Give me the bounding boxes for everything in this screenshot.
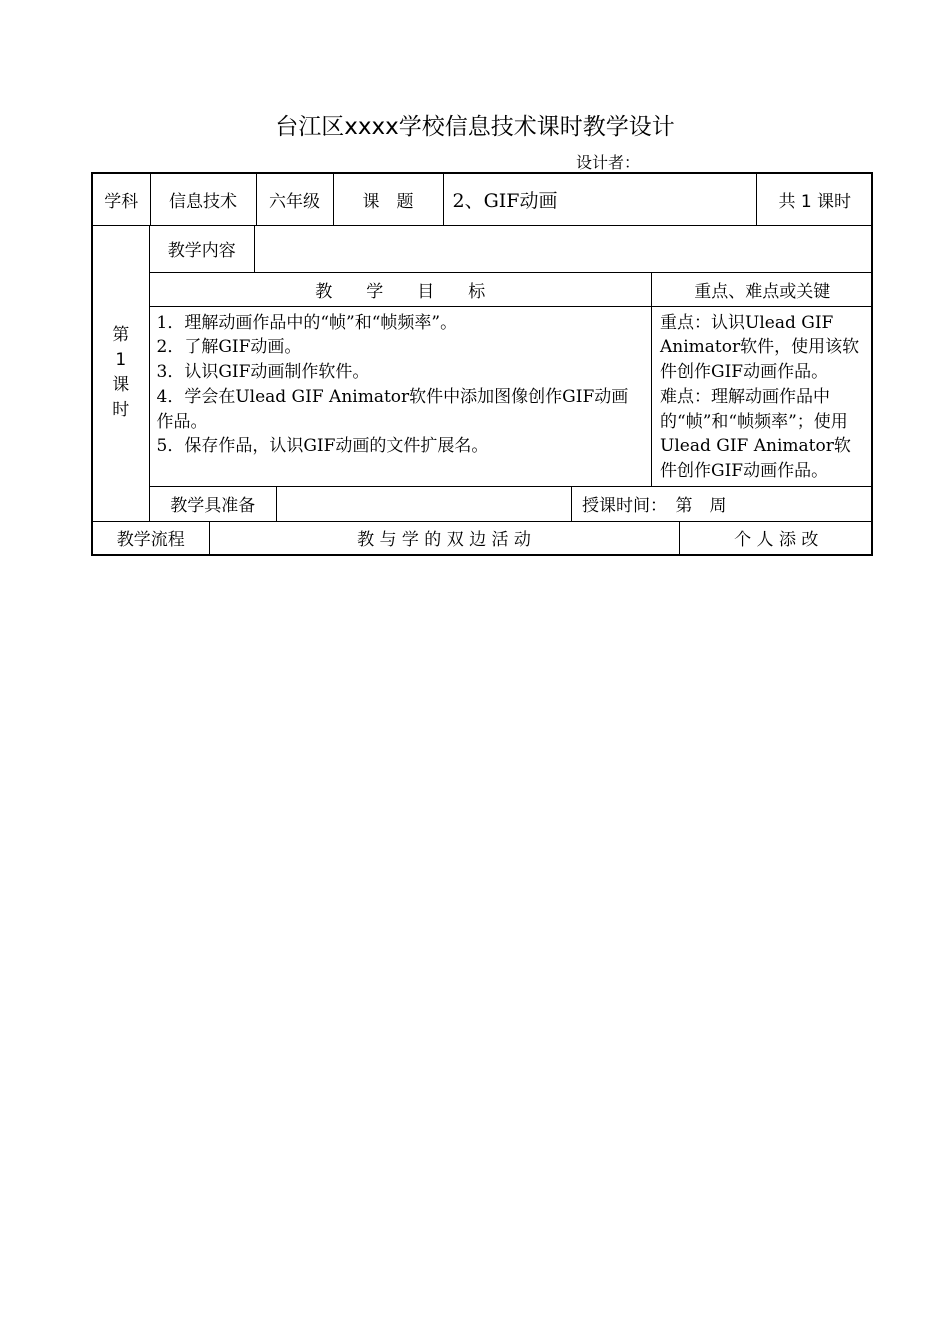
document-title: 台江区xxxx学校信息技术课时教学设计 (275, 114, 675, 140)
objective-item: 2．了解GIF动画。 (156, 337, 302, 358)
period-char: 课 (112, 375, 130, 396)
topic-label: 课 题 (333, 174, 443, 225)
prep-label: 教学具准备 (150, 487, 277, 521)
period-char: 时 (112, 400, 130, 421)
objectives-header: 教 学 目 标 (150, 272, 652, 306)
subject-label: 学科 (93, 174, 150, 225)
topic-value: 2、GIF动画 (443, 174, 756, 225)
subject-row (93, 174, 873, 225)
objective-item: 4．学会在Ulead GIF Animator软件中添加图像创作GIF动画作品。 (156, 386, 629, 432)
grade-value: 六年级 (256, 174, 333, 225)
keypoint-item: 难点：理解动画作品中的“帧”和“帧频率”；使用Ulead GIF Animator软件创作GIF动画作品。 (660, 386, 851, 482)
keypoints-text (652, 306, 873, 487)
objective-item: 5．保存作品，认识GIF动画的文件扩展名。 (156, 436, 489, 457)
content-value (255, 226, 873, 272)
period-label (92, 226, 149, 522)
keypoints-header: 重点、难点或关键 (652, 272, 873, 306)
content-label: 教学内容 (150, 226, 255, 272)
class-time-label: 授课时间： 第 周 (572, 487, 873, 521)
designer-label: 设计者： (576, 153, 641, 172)
keypoint-item: 重点：认识Ulead GIF Animator软件，使用该软件创作GIF动画作品。 (660, 312, 860, 383)
objective-item: 3．认识GIF动画制作软件。 (156, 362, 370, 383)
activities-label: 教 与 学 的 双 边 活 动 (209, 522, 679, 554)
lesson-body (150, 226, 873, 521)
total-hours: 共 1 课时 (756, 174, 873, 225)
lesson-plan-table (91, 172, 873, 556)
objective-item: 1．理解动画作品中的“帧”和“帧频率”。 (156, 312, 458, 333)
flow-label: 教学流程 (93, 522, 209, 554)
period-char: 第 (112, 325, 130, 346)
notes-label: 个 人 添 改 (679, 522, 873, 554)
subject-value: 信息技术 (150, 174, 256, 225)
flow-header-row (93, 522, 873, 554)
objectives-list (150, 306, 652, 487)
prep-value (277, 487, 572, 521)
period-char: 1 (115, 350, 127, 371)
